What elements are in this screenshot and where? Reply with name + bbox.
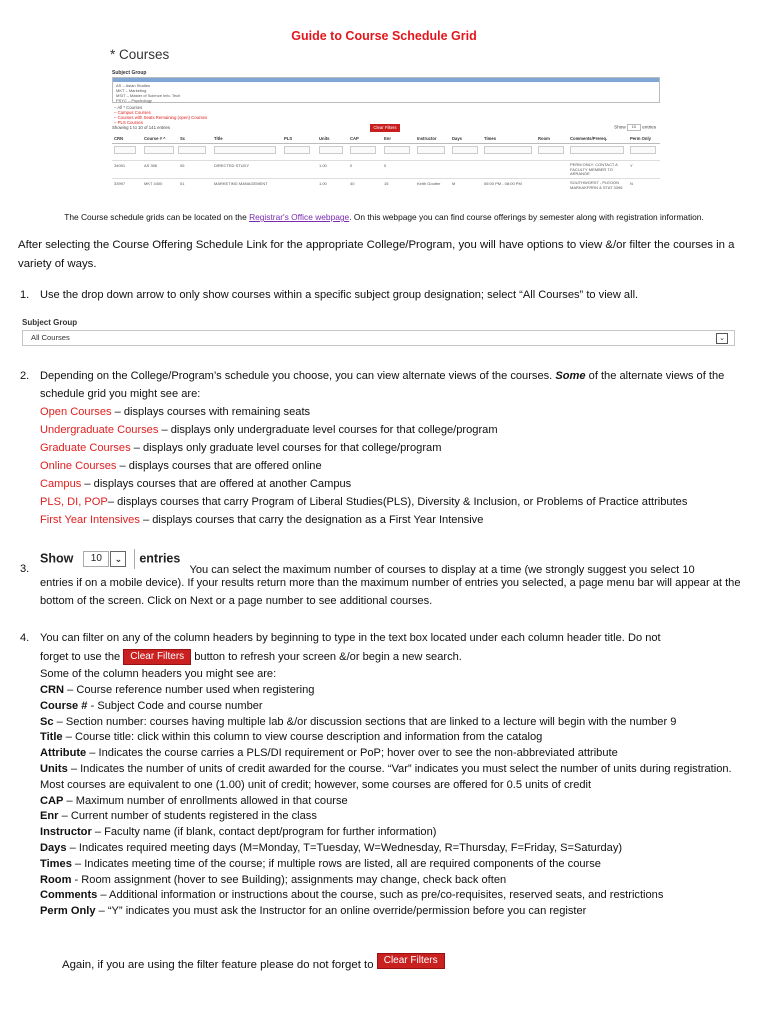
emphasis-text: Some [555, 370, 586, 382]
col-header[interactable]: CRN [114, 136, 124, 141]
closing-text: Again, if you are using the filter feature please do not forget to [62, 959, 377, 971]
show-label: Show [40, 551, 74, 566]
col-header[interactable]: Enr [384, 136, 391, 141]
step-text: You can filter on any of the column headers by beginning to type in the text box located under each column header title. Do not [40, 632, 661, 644]
filter-links [114, 105, 207, 125]
view-name: Graduate Courses [40, 442, 131, 454]
entries-label: entries [139, 551, 181, 566]
definition-term: CAP [40, 794, 64, 807]
definition-desc: – Additional information or instructions about the course, such as pre/co-requisites, reserved seats, and restrictions [97, 889, 664, 902]
courses-heading: * Courses [110, 47, 170, 62]
subject-option[interactable]: PSYC – Psychology [116, 98, 152, 103]
view-item [40, 493, 750, 511]
view-name: Online Courses [40, 460, 117, 472]
column-filter-input[interactable] [417, 146, 445, 154]
listbox-selection-bar [113, 78, 659, 82]
definition-desc: – Current number of students registered in the class [58, 810, 317, 823]
definition-desc: - Subject Code and course number [87, 699, 263, 712]
col-header[interactable]: PLS [284, 136, 293, 141]
course-grid-screenshot [110, 44, 670, 196]
filter-link-all[interactable]: – All * Courses [114, 105, 143, 110]
column-filter-input[interactable] [484, 146, 532, 154]
view-desc: – displays courses with remaining seats [111, 406, 311, 418]
definition-item [40, 809, 750, 825]
closing-paragraph [62, 956, 768, 975]
definition-term: Units [40, 762, 68, 775]
view-desc: – displays only graduate level courses for that college/program [130, 442, 442, 454]
cell: M [452, 181, 456, 186]
step-text: of the alternate views of the schedule grid you might see are: [40, 370, 725, 400]
definition-item [40, 825, 750, 841]
step-text: forget to use the [40, 651, 124, 663]
table-row [112, 160, 660, 177]
show-entries-widget [40, 549, 180, 569]
registrar-office-link[interactable]: Registrar's Office webpage [249, 212, 350, 222]
step-text: You can select the maximum number of courses to display at a time (we strongly suggest you select 10 [189, 563, 695, 576]
col-header[interactable]: Room [538, 136, 550, 141]
divider [134, 549, 135, 569]
definition-term: Sc [40, 715, 54, 728]
step-3 [20, 551, 750, 610]
definition-item [40, 762, 750, 794]
cell: Y [630, 163, 633, 168]
definition-term: Perm Only [40, 905, 96, 918]
col-header[interactable]: Course # ^ [144, 136, 166, 141]
selected-value: All Courses [31, 333, 70, 342]
step-number: 2. [20, 370, 30, 382]
column-filter-input[interactable] [114, 146, 136, 154]
cell: MKT 4400 [144, 181, 163, 186]
cell: 06:00 PM - 08:00 PM [484, 181, 522, 186]
definition-desc: – Indicates meeting time of the course; if multiple rows are listed, all are required components of the course [71, 857, 601, 870]
definition-term: Enr [40, 810, 59, 823]
entries-select[interactable]: 10 [83, 551, 109, 567]
cell: N [630, 181, 633, 186]
view-desc: – displays courses that are offered at another Campus [81, 478, 352, 490]
definition-term: Comments [40, 889, 98, 902]
definition-term: Title [40, 731, 63, 744]
cell: 34091 [114, 163, 126, 168]
view-name: First Year Intensives [40, 514, 140, 526]
col-header[interactable]: Comments/Prereq. [570, 136, 608, 141]
cell[interactable]: DIRECTED STUDY [214, 163, 250, 168]
col-header[interactable]: Sc [180, 136, 186, 141]
subject-group-listbox[interactable] [112, 77, 660, 103]
col-header[interactable]: Perm Only [630, 136, 651, 141]
col-header[interactable]: CAP [350, 136, 359, 141]
view-item [40, 403, 750, 421]
column-filter-input[interactable] [284, 146, 310, 154]
view-name: Open Courses [40, 406, 112, 418]
view-name: PLS, DI, POP [40, 496, 108, 508]
definition-desc: – Maximum number of enrollments allowed in that course [63, 794, 348, 807]
cell: 0 [384, 163, 387, 168]
subject-option[interactable]: MKT – Marketing [116, 88, 147, 93]
view-item [40, 511, 750, 529]
subject-group-select[interactable] [22, 330, 735, 346]
column-filter-input[interactable] [570, 146, 624, 154]
view-item [40, 439, 750, 457]
intro-paragraph: After selecting the Course Offering Schedule Link for the appropriate College/Program, you will have options to view &/or filter the courses in a variety of ways. [18, 239, 735, 270]
step-text: Use the drop down arrow to only show courses within a specific subject group designation; select “All Courses” to view all. [40, 289, 639, 301]
showing-count: Showing 1 to 10 of 141 entries [112, 125, 171, 130]
definition-term: Attribute [40, 747, 87, 760]
subject-group-label: Subject Group [112, 70, 147, 76]
column-filter-input[interactable] [144, 146, 174, 154]
step-number: 1. [20, 289, 30, 301]
caption-text: . On this webpage you can find course offerings by semester along with registration information. [349, 212, 704, 222]
filter-link-open[interactable]: – Courses with Seats Remaining (open) Courses [114, 115, 208, 120]
subject-option[interactable]: AS – Asian Studies [116, 83, 151, 88]
view-desc: – displays only undergraduate level courses for that college/program [158, 424, 498, 436]
col-header[interactable]: Times [484, 136, 497, 141]
show-label: Show [614, 124, 626, 130]
cell: AS 396 [144, 163, 158, 168]
table-row [112, 178, 660, 195]
definition-term: Instructor [40, 826, 92, 839]
definition-item [40, 794, 750, 810]
cell: 05 [180, 163, 185, 168]
definition-desc: – Indicates required meeting days (M=Monday, T=Tuesday, W=Wednesday, R=Thursday, F=Friday, S=Saturday) [66, 841, 623, 854]
column-header-definitions [40, 683, 750, 920]
cell: PERM ONLY: CONTACT A FACULTY MEMBER TO ARRANGE [570, 162, 618, 176]
step-text: Depending on the College/Program’s schedule you choose, you can view alternate views of the courses. [40, 370, 556, 382]
definition-desc: – Course reference number used when registering [64, 684, 315, 696]
col-header[interactable]: Days [452, 136, 463, 141]
step-number: 4. [20, 632, 30, 644]
definition-term: Room [40, 873, 72, 886]
col-header[interactable]: Units [319, 136, 330, 141]
view-item [40, 457, 750, 475]
cell: 40 [350, 181, 355, 186]
definition-desc: – Indicates the course carries a PLS/DI requirement or PoP; hover over to see the non-abbreviated attribute [86, 747, 618, 760]
step-text: entries if on a mobile device). If your results return more than the maximum number of entries you selected, a page menu bar will appear at the bottom of the screen. Click on Next or a page number to see additional courses. [40, 577, 741, 607]
definition-term: Days [40, 841, 67, 854]
cell: 1.00 [319, 163, 327, 168]
chevron-down-icon[interactable]: ⌄ [716, 333, 728, 344]
step-text: button to refresh your screen &/or begin a new search. [191, 651, 462, 663]
column-filter-input[interactable] [538, 146, 564, 154]
column-filter-input[interactable] [319, 146, 343, 154]
definition-item [40, 857, 750, 873]
col-header[interactable]: Instructor [417, 136, 437, 141]
definition-item [40, 715, 750, 731]
column-filter-input[interactable] [452, 146, 478, 154]
cell[interactable]: MARKETING MANAGEMENT [214, 181, 268, 186]
clear-filters-button[interactable]: Clear Filters [123, 649, 191, 665]
view-name: Undergraduate Courses [40, 424, 159, 436]
subject-option[interactable]: MSIT – Master of Science Info. Tech [116, 93, 181, 98]
definition-term: Times [40, 857, 72, 870]
definition-term: Course # [40, 699, 88, 712]
entries-label: entries [642, 124, 656, 130]
column-filter-input[interactable] [630, 146, 656, 154]
cell: 01 [180, 181, 185, 186]
view-desc: – displays courses that are offered online [116, 460, 322, 472]
cell: 1.00 [319, 181, 327, 186]
definition-desc: – Course title: click within this column to view course description and information from the catalog [62, 731, 543, 744]
definition-desc: – Indicates the number of units of credit awarded for the course. “Var” indicates you must select the number of units during registration. Most courses are equivalent to one (1.00) unit of credit; however, some courses are offered for 0.5 units of credit [40, 762, 732, 791]
cell: SOUTHWORST - PLEOON MARKAKFRRN & STAT 3396 [570, 180, 623, 190]
definition-desc: – Faculty name (if blank, contact dept/program for further information) [91, 826, 437, 839]
page-title: Guide to Course Schedule Grid [291, 29, 477, 43]
figure-caption [0, 212, 768, 223]
column-filter-input[interactable] [214, 146, 276, 154]
column-filter-input[interactable] [178, 146, 206, 154]
definition-term: CRN [40, 684, 65, 696]
cell: 15 [384, 181, 389, 186]
definition-item [40, 746, 750, 762]
view-name: Campus [40, 478, 82, 490]
step-4 [20, 630, 750, 920]
view-item [40, 421, 750, 439]
definition-item [40, 873, 750, 889]
cell: 0 [350, 163, 353, 168]
view-desc: – displays courses that carry the designation as a First Year Intensive [139, 514, 484, 526]
step-2 [20, 367, 750, 529]
definition-item [40, 699, 750, 715]
subject-group-label: Subject Group [22, 318, 78, 327]
definition-desc: – Section number: courses having multiple lab &/or discussion sections that are linked to a lecture will begin with the number 9 [53, 715, 677, 728]
column-filter-input[interactable] [350, 146, 376, 154]
definition-item [40, 683, 750, 699]
show-entries-small [614, 124, 656, 131]
definition-desc: – “Y” indicates you must ask the Instructor for an online override/permission before you can register [95, 905, 587, 918]
cell: 33997 [114, 181, 126, 186]
view-item [40, 475, 750, 493]
cell: Keith Goulter [417, 181, 441, 186]
col-header[interactable]: Title [214, 136, 223, 141]
step-text: Some of the column headers you might see are: [40, 668, 277, 680]
definition-item [40, 841, 750, 857]
step-1 [20, 286, 750, 304]
grid-header-row [112, 135, 660, 144]
caption-text: The Course schedule grids can be located on the [64, 212, 250, 222]
definition-item [40, 888, 750, 904]
definition-desc: - Room assignment (hover to see Building); assignments may change, check back often [71, 873, 507, 886]
entries-select-small[interactable]: 10 [627, 124, 641, 131]
filter-link-campus[interactable]: – Campus Courses [114, 110, 151, 115]
clear-filters-button[interactable]: Clear Filters [377, 953, 445, 969]
clear-filters-button-small[interactable]: Clear Filters [370, 124, 400, 132]
chevron-down-icon[interactable]: ⌄ [110, 551, 126, 567]
filter-link-pls[interactable]: – PLS Courses [114, 120, 143, 125]
step-number: 3. [20, 563, 30, 575]
view-desc: – displays courses that carry Program of Liberal Studies(PLS), Diversity & Inclusion, or Problems of Practice attributes [107, 496, 688, 508]
definition-item [40, 904, 750, 920]
definition-item [40, 730, 750, 746]
column-filter-input[interactable] [384, 146, 410, 154]
column-filter-row [112, 146, 660, 156]
